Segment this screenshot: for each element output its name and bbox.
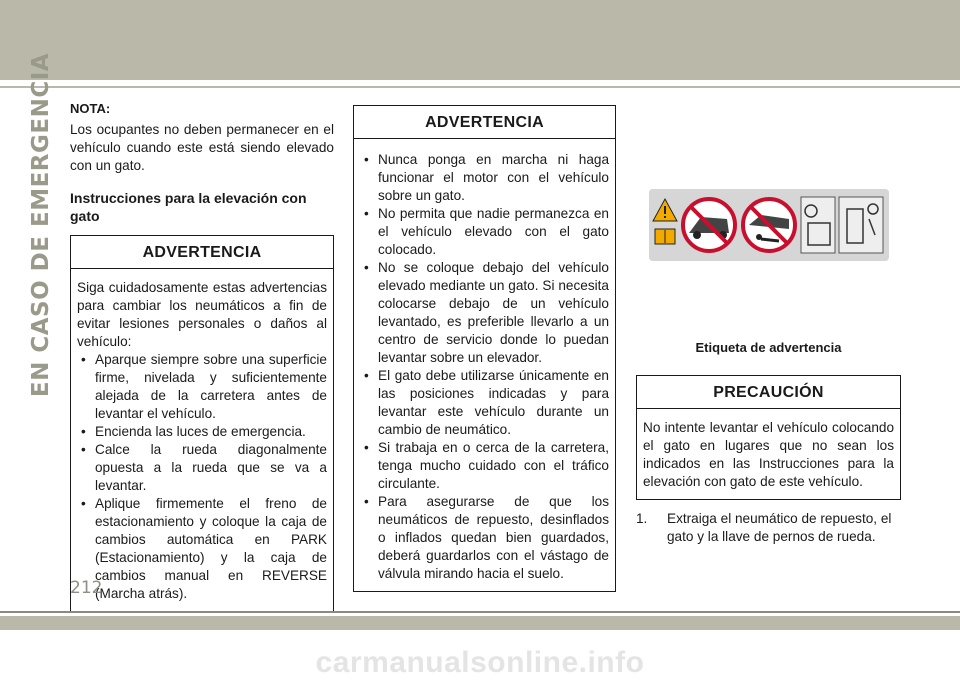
no-engine-running-icon	[683, 199, 735, 251]
warning-label-image	[649, 189, 889, 261]
manual-book-icon	[655, 229, 675, 244]
step-text: Extraiga el neumático de repuesto, el gato y la llave de pernos de rueda.	[667, 511, 892, 544]
column-3	[636, 180, 901, 546]
note-label: NOTA:	[70, 101, 111, 116]
warning-box-1-title: ADVERTENCIA	[71, 236, 333, 269]
header-bar	[0, 0, 960, 80]
warning-box-2-list	[360, 151, 609, 583]
warning-box-2-body	[354, 139, 615, 591]
jack-point-diagram-icon	[839, 197, 883, 253]
warning-box-2	[353, 105, 616, 592]
warning-box-2-title: ADVERTENCIA	[354, 106, 615, 139]
footer-bar	[0, 616, 960, 630]
caution-text: No intente levantar el vehículo colocando el gato en lugares que no sean los indicados en las Instrucciones para la elevación con gato de este vehículo.	[643, 420, 894, 489]
procedure-steps	[636, 510, 901, 546]
list-item: • Encienda las luces de emergencia.	[77, 423, 327, 441]
caution-box-title: PRECAUCIÓN	[637, 376, 900, 409]
warning-box-1	[70, 235, 334, 612]
warning-box-1-intro: Siga cuidadosamente estas advertencias para cambiar los neumáticos a fin de evitar lesiones personales o daños al vehículo:	[77, 280, 327, 349]
list-item: • Aparque siempre sobre una superficie firme, nivelada y suficientemente alejada de la carretera antes de levantar el vehículo.	[77, 351, 327, 423]
list-item: • Si trabaja en o cerca de la carretera, tenga mucho cuidado con el tráfico circulante.	[360, 439, 609, 493]
list-item: • Calce la rueda diagonalmente opuesta a la rueda que se va a levantar.	[77, 441, 327, 495]
caution-box	[636, 375, 901, 500]
list-item: • Para asegurarse de que los neumáticos de repuesto, desinflados o inflados quedan bien guardados, deberá guardarlos con el vástago de válvula mirando hacia el suelo.	[360, 493, 609, 583]
list-item	[636, 510, 901, 546]
step-number: 1.	[636, 511, 648, 526]
park-instructions-icon	[801, 197, 835, 253]
list-item: • El gato debe utilizarse únicamente en las posiciones indicadas y para levantar este vehículo durante un cambio de neumático.	[360, 367, 609, 439]
list-item: • No se coloque debajo del vehículo elevado mediante un gato. Si necesita colocarse debajo de un vehículo levantado, es preferible llevarlo a un centro de servicio donde lo puedan levantar sobre un elevador.	[360, 259, 609, 367]
jacking-instructions-heading: Instrucciones para la elevación con gato	[70, 190, 307, 224]
page-number: 212	[70, 578, 103, 598]
column-1	[70, 100, 334, 612]
watermark: carmanualsonline.info	[315, 646, 645, 679]
section-title-vertical	[28, 52, 54, 398]
warning-box-1-list	[77, 351, 327, 603]
footer-rule	[0, 611, 960, 613]
list-item: • No permita que nadie permanezca en el vehículo elevado con el gato colocado.	[360, 205, 609, 259]
column-2	[353, 105, 616, 592]
list-item: • Aplique firmemente el freno de estacionamiento y coloque la caja de cambios automática en PARK (Estacionamiento) y la caja de cambios manual en REVERSE (Marcha atrás).	[77, 495, 327, 603]
no-person-under-vehicle-icon	[743, 199, 795, 251]
warning-box-1-body	[71, 269, 333, 611]
caution-box-body	[637, 409, 900, 499]
list-item: • Nunca ponga en marcha ni haga funcionar el motor con el vehículo sobre un gato.	[360, 151, 609, 205]
note-text: Los ocupantes no deben permanecer en el vehículo cuando este está siendo elevado con un gato.	[70, 122, 334, 173]
image-caption: Etiqueta de advertencia	[695, 340, 842, 355]
header-rule	[0, 86, 960, 88]
section-title-text: EN CASO DE EMERGENCIA	[28, 52, 54, 398]
